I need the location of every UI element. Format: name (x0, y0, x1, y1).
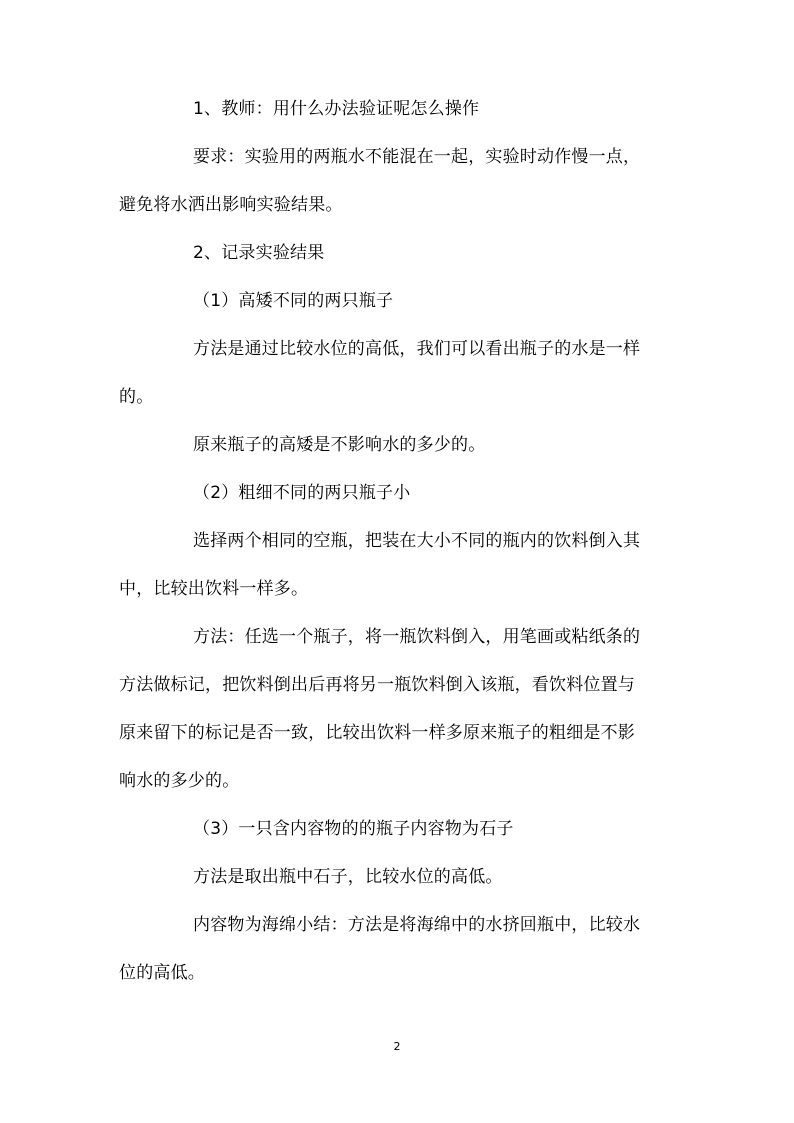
paragraph-line: 原来瓶子的高矮是不影响水的多少的。 (193, 435, 486, 455)
paragraph-line: 方法：任选一个瓶子，将一瓶饮料倒入，用笔画或粘纸条的 (193, 627, 641, 647)
subsection-heading: （3）一只含内容物的的瓶子内容物为石子 (193, 819, 514, 839)
subsection-heading: （1）高矮不同的两只瓶子 (193, 291, 394, 311)
paragraph-line: 的。 (119, 387, 154, 407)
paragraph-line: 方法是通过比较水位的高低，我们可以看出瓶子的水是一样 (193, 339, 641, 359)
paragraph-line: 位的高低。 (119, 963, 205, 983)
paragraph-line: 原来留下的标记是否一致，比较出饮料一样多原来瓶子的粗细是不影 (119, 723, 635, 743)
paragraph-line: 内容物为海绵小结：方法是将海绵中的水挤回瓶中，比较水 (193, 915, 641, 935)
paragraph-line: 1、教师：用什么办法验证呢怎么操作 (193, 99, 480, 119)
subsection-heading: （2）粗细不同的两只瓶子小 (193, 483, 411, 503)
page-number: 2 (393, 1040, 401, 1053)
paragraph-line: 要求：实验用的两瓶水不能混在一起，实验时动作慢一点， (193, 147, 641, 167)
paragraph-line: 中，比较出饮料一样多。 (119, 579, 309, 599)
paragraph-line: 响水的多少的。 (119, 771, 240, 791)
paragraph-line: 方法是取出瓶中石子，比较水位的高低。 (193, 867, 503, 887)
paragraph-line: 选择两个相同的空瓶，把装在大小不同的瓶内的饮料倒入其 (193, 531, 641, 551)
paragraph-line: 方法做标记，把饮料倒出后再将另一瓶饮料倒入该瓶，看饮料位置与 (119, 675, 635, 695)
section-heading: 2、记录实验结果 (193, 243, 325, 263)
paragraph-line: 避免将水洒出影响实验结果。 (119, 195, 343, 215)
